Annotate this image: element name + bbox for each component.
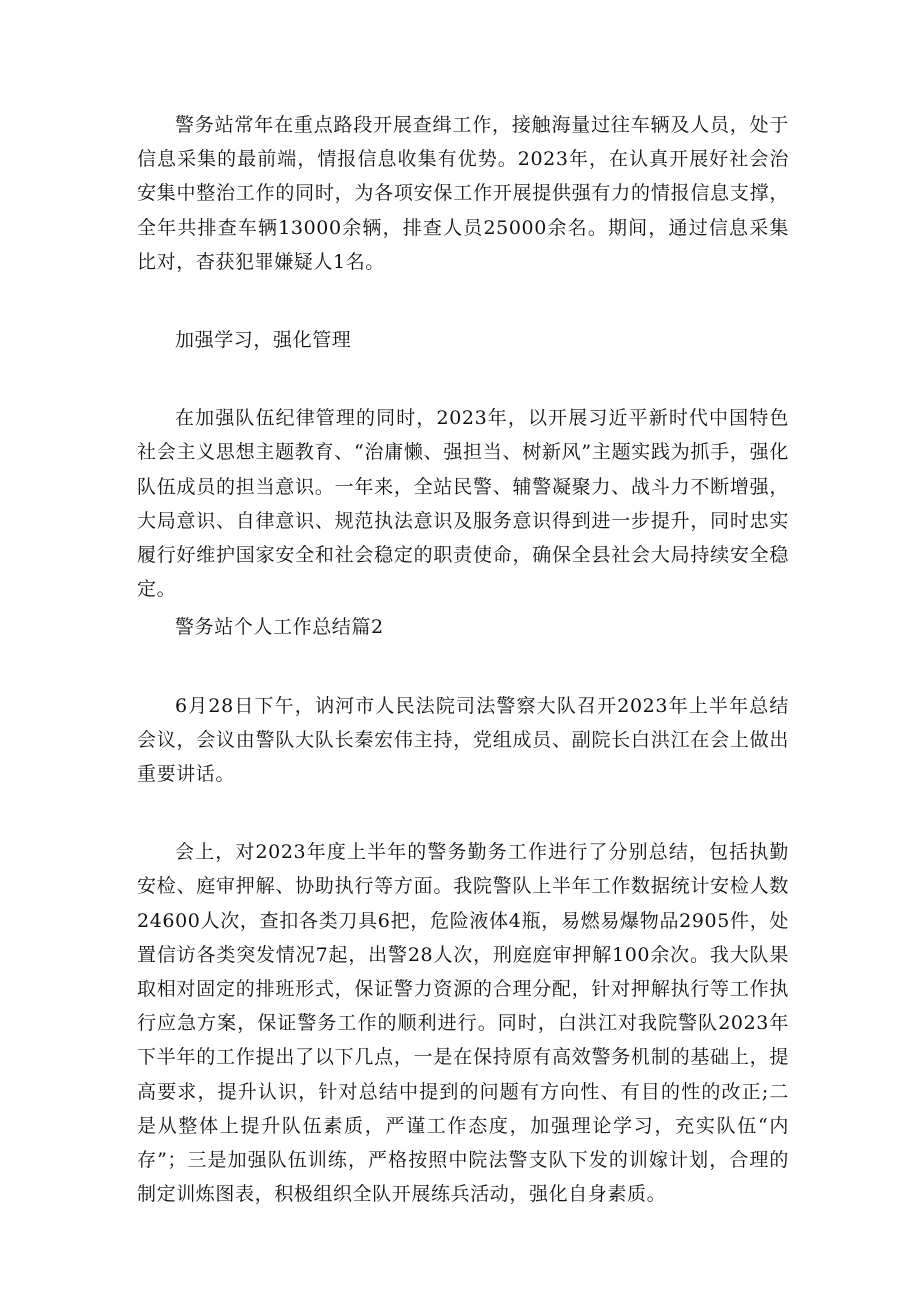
spacer <box>137 791 789 835</box>
paragraph-intelligence: 警务站常年在重点路段开展查缉工作，接触海量过往车辆及人员，处于信息采集的最前端，情报信息收集有优势。2023年，在认真开展好社会治安集中整治工作的同时，为各项安保工作开展提供强有力的情报信息支撑，全年共排查车辆13000余辆，排查人员25000余名。期间，通过信息采集比对，杳获犯罪嫌疑人1名。 <box>137 114 789 273</box>
spacer <box>137 357 789 401</box>
section-heading-summary-2: 警务站个人工作总结篇2 <box>175 616 384 639</box>
spacer <box>137 279 789 323</box>
paragraph-work-report: 会上，对2023年度上半年的警务勤务工作进行了分别总结，包括执勤安检、庭审押解、协助执行等方面。我院警队上半年工作数据统计安检人数24600人次，查扣各类刀具6把，危险液体4瓶，易燃易爆物品2905件，处置信访各类突发情况7起，出警28人次，刑庭庭审押解100余次。我大队果取相对固定的排班形式，保证警力资源的合理分配，针对押解执行等工作执行应急方案，保证警务工作的顺利进行。同时，白洪江对我院警队2023年下半年的工作提出了以下几点，一是在保持原有高效警务机制的基础上，提高要求，提升认识，针对总结中提到的问题有方向性、有目的性的改正;二是从整体上提升队伍素质，严谨工作态度，加强理论学习，充实队伍“内存”；三是加强队伍训练，严格按照中院法警支队下发的训嫁计划，合理的制定训炼图表，积极组织全队开展练兵活动，强化自身素质。 <box>137 841 789 1206</box>
paragraph-discipline: 在加强队伍纪律管理的同时，2023年，以开展习近平新时代中国特色社会主义思想主题教育、“治庸懒、强担当、树新风”主题实践为抓手，强化队伍成员的担当意识。一年来，全站民警、辅警凝聚力、战斗力不断增强，大局意识、自律意识、规范执法意识及服务意识得到进一步提升，同时忠实履行好维护国家安全和社会稳定的职责使命，确保全县社会大局持续安全稳定。 <box>137 407 789 601</box>
spacer <box>137 645 789 689</box>
section-heading-study: 加强学习，强化管理 <box>175 329 352 352</box>
paragraph-meeting: 6月28日下午，讷河市人民法院司法警察大队召开2023年上半年总结会议，会议由警队大队长秦宏伟主持，党组成员、副院长白洪江在会上做出重要讲话。 <box>137 694 789 786</box>
document-body <box>137 108 789 1211</box>
